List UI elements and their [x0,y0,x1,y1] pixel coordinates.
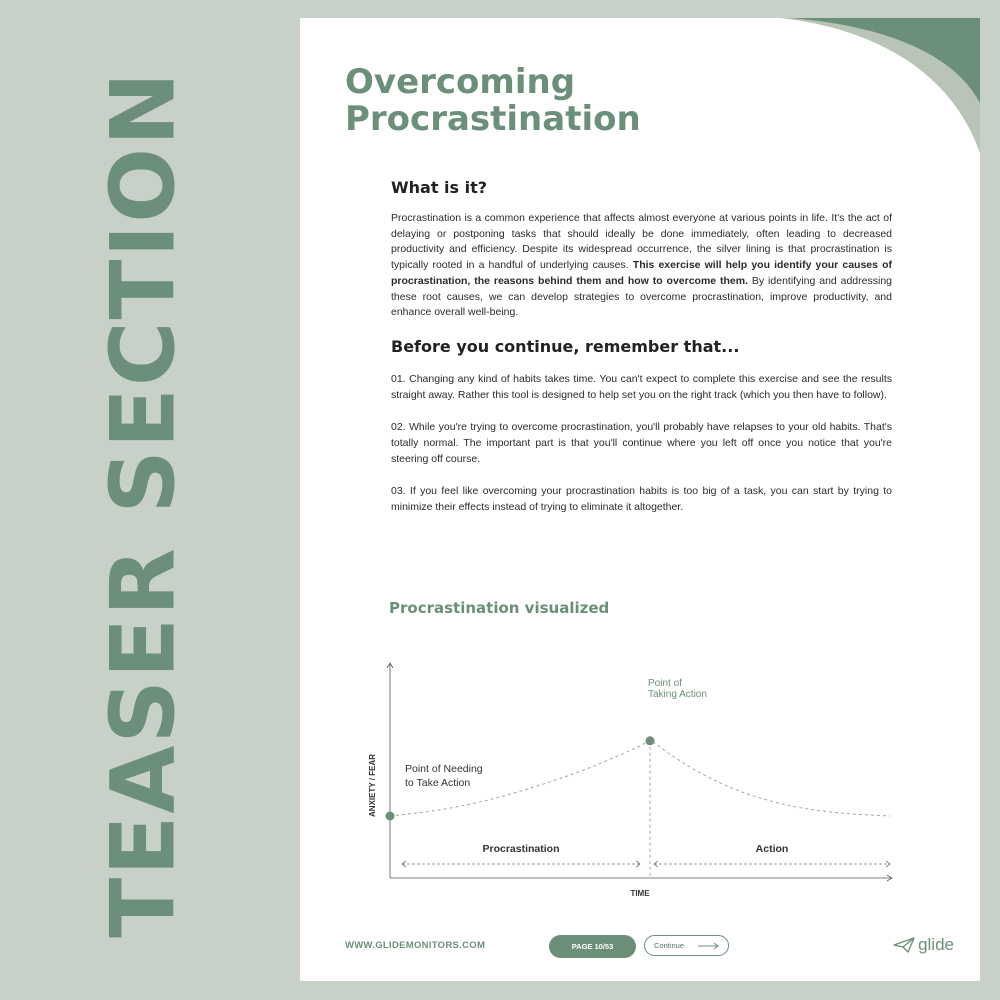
point-2: 02. While you're trying to overcome procrastination, you'll probably have relapses to your old habits. That's totally normal. The important part is that you'll continue where you left off once you notice that you're steering off course. [391,421,892,465]
point-needing-action-marker [386,812,395,821]
website-link[interactable]: WWW.GLIDEMONITORS.COM [345,940,486,951]
what-text-1: Procrastination is a common experience that affects almost everyone at various points in life. It's the act of delaying or postponing tasks that should ideally be done immediately, often leading to decreased productivity and efficiency. Despite its widespread occurrence, the silver lining is that procrastination is typically rooted in a handful of underlying causes. [391,212,892,272]
what-text-2: By identifying and addressing these root causes, we can develop strategies to overcome procrastination, improve productivity, and enhance overall well-being. [391,274,892,319]
y-axis-label: ANXIETY / FEAR [368,754,377,817]
annotation-needing-line-2: to Take Action [405,777,471,789]
phase-label-procrastination: Procrastination [482,843,560,855]
what-heading: What is it? [391,178,488,197]
phase-label-action: Action [755,843,789,855]
what-paragraph [391,211,892,321]
side-banner-text: TEASER SECTION [91,70,194,938]
side-banner [91,70,194,938]
point-1: 01. Changing any kind of habits takes time. You can't expect to complete this exercise and see the results straight away. Rather this tool is designed to help set you on the right track (which you then have to follow). [391,372,892,401]
what-text-bold: This exercise will help you identify your causes of procrastination, the reasons behind them and how to overcome them. [391,259,892,287]
procrastination-chart [360,638,920,908]
continue-label: Continue [654,941,685,950]
main-content [391,178,892,516]
title-line-1: Overcoming [345,62,576,102]
page-number-badge: PAGE 10/53 [549,935,636,958]
page-title [345,64,765,138]
arrow-right-icon [698,942,720,950]
point-taking-action-marker [646,736,655,745]
paper-plane-icon [893,937,915,953]
x-axis-label: TIME [630,889,650,898]
remember-heading: Before you continue, remember that... [391,336,740,356]
chart-title: Procrastination visualized [389,599,610,617]
continue-button[interactable] [644,935,729,956]
corner-decoration [780,18,980,158]
document-page [300,18,980,981]
point-3: 03. If you feel like overcoming your procrastination habits is too big of a task, you can start by trying to minimize their effects instead of trying to eliminate it altogether. [391,485,892,514]
title-line-2: Procrastination [345,99,641,139]
logo-text: glide [918,935,954,954]
annotation-taking-line-2: Taking Action [648,689,707,700]
annotation-taking-line-1: Point of [648,678,682,689]
annotation-needing-line-1: Point of Needing [405,763,483,775]
glide-logo [893,935,954,955]
